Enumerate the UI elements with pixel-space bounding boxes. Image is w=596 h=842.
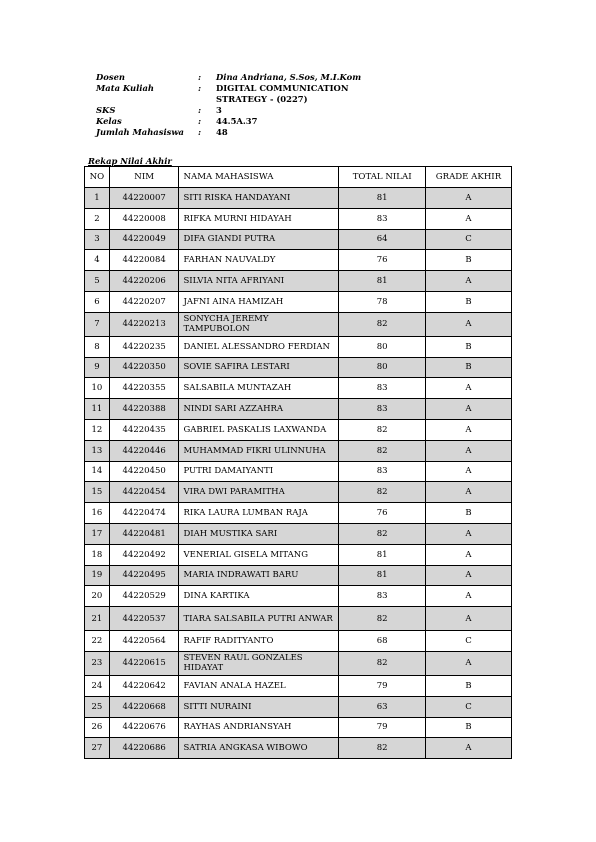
cell-grade: B bbox=[425, 675, 511, 696]
header-nim: NIM bbox=[109, 167, 179, 188]
cell-name: DINA KARTIKA bbox=[179, 586, 339, 607]
grades-table bbox=[84, 166, 512, 759]
cell-grade: B bbox=[425, 336, 511, 357]
cell-name: SALSABILA MUNTAZAH bbox=[179, 378, 339, 399]
cell-grade: A bbox=[425, 544, 511, 565]
table-row bbox=[85, 675, 512, 696]
cell-nim: 44220481 bbox=[109, 523, 179, 544]
cell-no: 27 bbox=[85, 738, 110, 759]
cell-nim: 44220350 bbox=[109, 357, 179, 378]
cell-name: NINDI SARI AZZAHRA bbox=[179, 399, 339, 420]
cell-nim: 44220686 bbox=[109, 738, 179, 759]
dosen-separator: : bbox=[198, 72, 202, 82]
cell-nim: 44220446 bbox=[109, 440, 179, 461]
kelas-row bbox=[96, 116, 386, 127]
header-name: NAMA MAHASISWA bbox=[179, 167, 339, 188]
sks-value: 3 bbox=[216, 105, 222, 115]
cell-total: 82 bbox=[339, 738, 426, 759]
cell-no: 24 bbox=[85, 675, 110, 696]
cell-nim: 44220213 bbox=[109, 312, 179, 336]
course-info-block bbox=[96, 72, 386, 138]
cell-total: 64 bbox=[339, 229, 426, 250]
kelas-value: 44.5A.37 bbox=[216, 116, 258, 126]
cell-name: RIFKA MURNI HIDAYAH bbox=[179, 208, 339, 229]
cell-name: SOVIE SAFIRA LESTARI bbox=[179, 357, 339, 378]
cell-grade: C bbox=[425, 696, 511, 717]
cell-nim: 44220615 bbox=[109, 651, 179, 675]
table-caption: Rekap Nilai Akhir bbox=[88, 156, 172, 166]
cell-name: VENERIAL GISELA MITANG bbox=[179, 544, 339, 565]
cell-total: 81 bbox=[339, 565, 426, 586]
cell-total: 79 bbox=[339, 717, 426, 738]
cell-no: 10 bbox=[85, 378, 110, 399]
cell-total: 78 bbox=[339, 291, 426, 312]
cell-name: JAFNI AINA HAMIZAH bbox=[179, 291, 339, 312]
table-row bbox=[85, 419, 512, 440]
mata-kuliah-value bbox=[216, 83, 386, 105]
mata-kuliah-separator: : bbox=[198, 83, 202, 93]
cell-nim: 44220084 bbox=[109, 250, 179, 271]
sks-label: SKS bbox=[96, 105, 116, 115]
dosen-label: Dosen bbox=[96, 72, 125, 82]
cell-name: VIRA DWI PARAMITHA bbox=[179, 482, 339, 503]
cell-name: SILVIA NITA AFRIYANI bbox=[179, 271, 339, 292]
kelas-separator: : bbox=[198, 116, 202, 126]
cell-total: 63 bbox=[339, 696, 426, 717]
cell-no: 18 bbox=[85, 544, 110, 565]
table-row bbox=[85, 250, 512, 271]
cell-nim: 44220235 bbox=[109, 336, 179, 357]
cell-total: 80 bbox=[339, 357, 426, 378]
cell-total: 82 bbox=[339, 651, 426, 675]
table-row bbox=[85, 461, 512, 482]
table-row bbox=[85, 586, 512, 607]
cell-grade: A bbox=[425, 523, 511, 544]
cell-nim: 44220495 bbox=[109, 565, 179, 586]
cell-no: 1 bbox=[85, 188, 110, 209]
table-row bbox=[85, 544, 512, 565]
cell-total: 81 bbox=[339, 544, 426, 565]
table-row bbox=[85, 336, 512, 357]
cell-grade: C bbox=[425, 229, 511, 250]
cell-nim: 44220207 bbox=[109, 291, 179, 312]
table-row bbox=[85, 312, 512, 336]
cell-grade: A bbox=[425, 565, 511, 586]
cell-no: 22 bbox=[85, 631, 110, 652]
table-row bbox=[85, 188, 512, 209]
cell-grade: A bbox=[425, 651, 511, 675]
cell-total: 81 bbox=[339, 188, 426, 209]
cell-nim: 44220564 bbox=[109, 631, 179, 652]
sks-separator: : bbox=[198, 105, 202, 115]
cell-total: 83 bbox=[339, 208, 426, 229]
cell-total: 83 bbox=[339, 461, 426, 482]
mata-kuliah-value-line2: STRATEGY - (0227) bbox=[216, 94, 308, 104]
cell-grade: A bbox=[425, 208, 511, 229]
header-no: NO bbox=[85, 167, 110, 188]
table-row bbox=[85, 651, 512, 675]
cell-total: 76 bbox=[339, 503, 426, 524]
cell-nim: 44220668 bbox=[109, 696, 179, 717]
cell-no: 11 bbox=[85, 399, 110, 420]
cell-no: 13 bbox=[85, 440, 110, 461]
cell-name: RAFIF RADITYANTO bbox=[179, 631, 339, 652]
cell-no: 2 bbox=[85, 208, 110, 229]
dosen-row bbox=[96, 72, 386, 83]
cell-grade: A bbox=[425, 271, 511, 292]
cell-no: 3 bbox=[85, 229, 110, 250]
cell-nim: 44220435 bbox=[109, 419, 179, 440]
table-row bbox=[85, 565, 512, 586]
mata-kuliah-label: Mata Kuliah bbox=[96, 83, 154, 93]
cell-grade: B bbox=[425, 717, 511, 738]
cell-nim: 44220474 bbox=[109, 503, 179, 524]
cell-nim: 44220007 bbox=[109, 188, 179, 209]
cell-nim: 44220450 bbox=[109, 461, 179, 482]
cell-total: 82 bbox=[339, 607, 426, 631]
cell-name: SITTI NURAINI bbox=[179, 696, 339, 717]
cell-name: MARIA INDRAWATI BARU bbox=[179, 565, 339, 586]
cell-nim: 44220388 bbox=[109, 399, 179, 420]
cell-nim: 44220537 bbox=[109, 607, 179, 631]
cell-grade: A bbox=[425, 312, 511, 336]
cell-name: DIAH MUSTIKA SARI bbox=[179, 523, 339, 544]
cell-name: SITI RISKA HANDAYANI bbox=[179, 188, 339, 209]
cell-nim: 44220676 bbox=[109, 717, 179, 738]
cell-name: RAYHAS ANDRIANSYAH bbox=[179, 717, 339, 738]
cell-nim: 44220206 bbox=[109, 271, 179, 292]
cell-total: 82 bbox=[339, 419, 426, 440]
cell-grade: A bbox=[425, 419, 511, 440]
table-row bbox=[85, 357, 512, 378]
table-row bbox=[85, 440, 512, 461]
cell-nim: 44220642 bbox=[109, 675, 179, 696]
cell-name: TIARA SALSABILA PUTRI ANWAR bbox=[179, 607, 339, 631]
cell-name: FAVIAN ANALA HAZEL bbox=[179, 675, 339, 696]
cell-total: 82 bbox=[339, 523, 426, 544]
table-row bbox=[85, 399, 512, 420]
cell-grade: A bbox=[425, 399, 511, 420]
cell-name: DIFA GIANDI PUTRA bbox=[179, 229, 339, 250]
table-row bbox=[85, 208, 512, 229]
cell-grade: B bbox=[425, 250, 511, 271]
table-row bbox=[85, 271, 512, 292]
cell-grade: A bbox=[425, 607, 511, 631]
cell-grade: A bbox=[425, 482, 511, 503]
cell-nim: 44220529 bbox=[109, 586, 179, 607]
cell-name: SONYCHA JEREMY TAMPUBOLON bbox=[179, 312, 339, 336]
mata-kuliah-row bbox=[96, 83, 386, 105]
cell-total: 83 bbox=[339, 399, 426, 420]
cell-grade: C bbox=[425, 631, 511, 652]
cell-nim: 44220492 bbox=[109, 544, 179, 565]
cell-no: 17 bbox=[85, 523, 110, 544]
cell-grade: B bbox=[425, 503, 511, 524]
table-header-row bbox=[85, 167, 512, 188]
cell-total: 79 bbox=[339, 675, 426, 696]
table-row bbox=[85, 378, 512, 399]
cell-no: 4 bbox=[85, 250, 110, 271]
table-row bbox=[85, 738, 512, 759]
header-total: TOTAL NILAI bbox=[339, 167, 426, 188]
cell-no: 26 bbox=[85, 717, 110, 738]
cell-name: STEVEN RAUL GONZALES HIDAYAT bbox=[179, 651, 339, 675]
cell-name: DANIEL ALESSANDRO FERDIAN bbox=[179, 336, 339, 357]
cell-no: 23 bbox=[85, 651, 110, 675]
cell-no: 25 bbox=[85, 696, 110, 717]
cell-total: 83 bbox=[339, 586, 426, 607]
jumlah-mahasiswa-value: 48 bbox=[216, 127, 228, 137]
cell-grade: B bbox=[425, 291, 511, 312]
dosen-value: Dina Andriana, S.Sos, M.I.Kom bbox=[216, 72, 362, 82]
cell-total: 82 bbox=[339, 312, 426, 336]
cell-total: 82 bbox=[339, 440, 426, 461]
table-row bbox=[85, 503, 512, 524]
cell-no: 7 bbox=[85, 312, 110, 336]
cell-no: 14 bbox=[85, 461, 110, 482]
cell-grade: A bbox=[425, 586, 511, 607]
cell-nim: 44220355 bbox=[109, 378, 179, 399]
cell-grade: A bbox=[425, 188, 511, 209]
cell-nim: 44220454 bbox=[109, 482, 179, 503]
cell-total: 76 bbox=[339, 250, 426, 271]
cell-no: 20 bbox=[85, 586, 110, 607]
cell-name: PUTRI DAMAIYANTI bbox=[179, 461, 339, 482]
table-row bbox=[85, 482, 512, 503]
cell-total: 81 bbox=[339, 271, 426, 292]
cell-name: SATRIA ANGKASA WIBOWO bbox=[179, 738, 339, 759]
cell-grade: A bbox=[425, 738, 511, 759]
cell-name: GABRIEL PASKALIS LAXWANDA bbox=[179, 419, 339, 440]
cell-total: 82 bbox=[339, 482, 426, 503]
sks-row bbox=[96, 105, 386, 116]
table-row bbox=[85, 523, 512, 544]
header-grade: GRADE AKHIR bbox=[425, 167, 511, 188]
cell-nim: 44220049 bbox=[109, 229, 179, 250]
cell-no: 21 bbox=[85, 607, 110, 631]
cell-no: 19 bbox=[85, 565, 110, 586]
cell-total: 68 bbox=[339, 631, 426, 652]
cell-nim: 44220008 bbox=[109, 208, 179, 229]
cell-no: 12 bbox=[85, 419, 110, 440]
cell-name: FARHAN NAUVALDY bbox=[179, 250, 339, 271]
table-row bbox=[85, 291, 512, 312]
table-row bbox=[85, 717, 512, 738]
cell-no: 6 bbox=[85, 291, 110, 312]
cell-no: 9 bbox=[85, 357, 110, 378]
jumlah-mahasiswa-separator: : bbox=[198, 127, 202, 137]
jumlah-mahasiswa-row bbox=[96, 127, 386, 138]
table-row bbox=[85, 607, 512, 631]
cell-no: 16 bbox=[85, 503, 110, 524]
table-row bbox=[85, 696, 512, 717]
cell-total: 83 bbox=[339, 378, 426, 399]
grades-table-body bbox=[85, 188, 512, 759]
cell-no: 8 bbox=[85, 336, 110, 357]
jumlah-mahasiswa-label: Jumlah Mahasiswa bbox=[96, 127, 184, 137]
cell-grade: B bbox=[425, 357, 511, 378]
cell-no: 15 bbox=[85, 482, 110, 503]
table-row bbox=[85, 631, 512, 652]
cell-grade: A bbox=[425, 461, 511, 482]
table-row bbox=[85, 229, 512, 250]
cell-grade: A bbox=[425, 440, 511, 461]
kelas-label: Kelas bbox=[96, 116, 122, 126]
cell-name: RIKA LAURA LUMBAN RAJA bbox=[179, 503, 339, 524]
cell-no: 5 bbox=[85, 271, 110, 292]
cell-name: MUHAMMAD FIKRI ULINNUHA bbox=[179, 440, 339, 461]
cell-total: 80 bbox=[339, 336, 426, 357]
cell-grade: A bbox=[425, 378, 511, 399]
mata-kuliah-value-line1: DIGITAL COMMUNICATION bbox=[216, 83, 349, 93]
